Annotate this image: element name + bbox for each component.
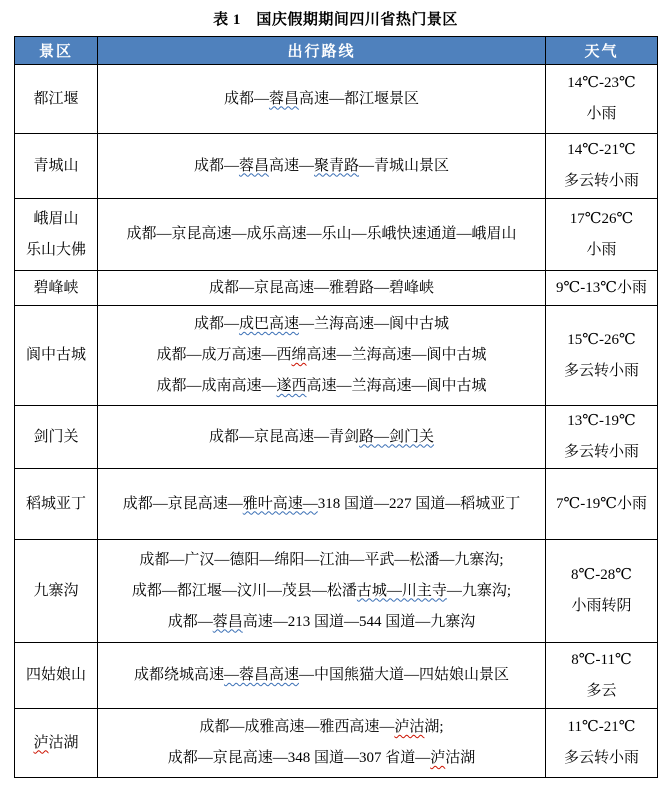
text-segment: —兰海高速—阆中古城 — [299, 316, 450, 332]
weather-cell — [546, 643, 658, 709]
weather-line — [548, 356, 655, 387]
route-cell — [98, 643, 546, 709]
text-segment: 9℃-13℃小雨 — [555, 279, 648, 296]
spellcheck-squiggle: 古城—川主寺 — [356, 582, 447, 599]
spot-line — [17, 728, 95, 759]
text-segment: 成都—成万高速—西 — [156, 347, 292, 363]
route-line — [100, 309, 543, 340]
spot-line — [17, 422, 95, 453]
table-row — [15, 65, 658, 134]
text-segment: 稻城亚丁 — [25, 495, 86, 512]
spot-line — [17, 340, 95, 371]
spot-cell — [15, 406, 98, 469]
text-segment: 都江堰 — [33, 90, 79, 107]
page-title: 表 1 国庆假期期间四川省热门景区 — [213, 12, 458, 28]
text-segment: 成都绕城高速 — [133, 667, 224, 683]
weather-line — [548, 99, 655, 130]
text-segment: 成都—京昆高速—雅碧路—碧峰峡 — [208, 279, 434, 296]
text-segment: 成都—京昆高速— — [122, 495, 243, 512]
text-segment: 乐山大佛 — [25, 241, 86, 258]
route-cell — [98, 306, 546, 406]
text-segment: 14℃-21℃ — [567, 142, 636, 158]
spellcheck-squiggle: 成巴高速 — [238, 316, 299, 332]
spot-line — [17, 235, 95, 266]
text-segment: 小雨 — [586, 241, 617, 258]
spellcheck-squiggle: 泸 — [430, 750, 446, 766]
text-segment: 15℃-26℃ — [567, 331, 636, 348]
weather-line — [548, 437, 655, 468]
route-line — [100, 84, 543, 115]
spot-cell — [15, 643, 98, 709]
weather-cell — [546, 469, 658, 540]
text-segment: 青城山 — [33, 157, 79, 174]
route-cell — [98, 65, 546, 134]
weather-line — [548, 68, 655, 99]
route-line — [100, 340, 543, 371]
spellcheck-squiggle: 绵 — [291, 347, 307, 363]
text-segment: 成都—京昆高速—成乐高速—乐山—乐峨快速通道—峨眉山 — [126, 226, 517, 242]
route-cell — [98, 134, 546, 199]
text-segment: 8℃-28℃ — [570, 567, 633, 583]
text-segment: 成都— — [167, 613, 213, 630]
route-line — [100, 607, 543, 638]
text-segment: 成都—广汉—德阳—绵阳—江油—平武—松潘—九寨沟; — [139, 551, 504, 568]
table-row — [15, 643, 658, 709]
spot-line — [17, 151, 95, 182]
weather-line — [548, 676, 655, 707]
text-segment: 高速—都江堰景区 — [299, 90, 420, 107]
table-row — [15, 134, 658, 199]
text-segment: 成都—都江堰—汶川—茂县—松潘 — [131, 582, 357, 599]
text-segment: 多云转小雨 — [563, 750, 639, 766]
spot-line — [17, 660, 95, 691]
text-segment: 7℃-19℃小雨 — [555, 495, 648, 512]
text-segment: 沽湖 — [445, 750, 476, 766]
text-segment: 成都—京昆高速—青剑 — [208, 428, 359, 445]
text-segment: 成都—成南高速— — [156, 378, 277, 394]
text-segment: 多云转小雨 — [563, 444, 639, 460]
text-segment: 高速— — [268, 157, 314, 174]
spot-cell — [15, 65, 98, 134]
text-segment: 湖; — [424, 719, 444, 735]
spellcheck-squiggle: 泸 — [33, 734, 49, 751]
spellcheck-squiggle: 泸沽 — [394, 719, 425, 735]
spot-cell — [15, 469, 98, 540]
header-cell-route: 出行路线 — [98, 37, 546, 65]
spellcheck-squiggle: —蓉昌高速 — [223, 667, 299, 683]
text-segment: 318 国道—227 国道—稻城亚丁 — [317, 495, 521, 512]
spellcheck-squiggle: 蓉昌 — [268, 90, 299, 107]
spot-line — [17, 273, 95, 304]
route-line — [100, 219, 543, 250]
text-segment: 高速—兰海高速—阆中古城 — [306, 378, 487, 394]
scenic-spots-table — [14, 36, 658, 778]
text-segment: 11℃-21℃ — [567, 719, 636, 735]
route-cell — [98, 199, 546, 271]
text-segment: 碧峰峡 — [33, 279, 79, 296]
text-segment: 多云转小雨 — [563, 362, 639, 379]
spellcheck-squiggle: 路—剑门关 — [359, 428, 435, 445]
weather-cell — [546, 134, 658, 199]
text-segment: —九寨沟; — [446, 582, 512, 599]
text-segment: 多云 — [586, 682, 617, 699]
weather-line — [548, 712, 655, 743]
text-segment: 四姑娘山 — [25, 667, 86, 683]
spot-cell — [15, 134, 98, 199]
route-line — [100, 660, 543, 691]
text-segment: 多云转小雨 — [563, 173, 639, 189]
route-line — [100, 273, 543, 304]
route-cell — [98, 271, 546, 306]
weather-cell — [546, 199, 658, 271]
spellcheck-squiggle: 遂西 — [276, 378, 307, 394]
table-row — [15, 709, 658, 778]
text-segment: 九寨沟 — [33, 582, 79, 599]
spot-line — [17, 84, 95, 115]
table-row — [15, 271, 658, 306]
text-segment: —青城山景区 — [359, 157, 450, 174]
route-line — [100, 576, 543, 607]
spot-cell — [15, 199, 98, 271]
route-cell — [98, 406, 546, 469]
text-segment: 峨眉山 — [33, 210, 79, 227]
spot-line — [17, 489, 95, 520]
weather-line — [548, 204, 655, 235]
route-line — [100, 151, 543, 182]
text-segment: 成都— — [223, 90, 269, 107]
weather-cell — [546, 709, 658, 778]
text-segment: 剑门关 — [33, 428, 79, 445]
route-line — [100, 712, 543, 743]
table-row — [15, 406, 658, 469]
table-header — [15, 37, 658, 65]
text-segment: 沽湖 — [48, 734, 79, 751]
weather-cell — [546, 540, 658, 643]
weather-line — [548, 591, 655, 622]
route-cell — [98, 540, 546, 643]
text-segment: 成都— — [193, 157, 239, 174]
text-segment: —中国熊猫大道—四姑娘山景区 — [299, 667, 510, 683]
weather-line — [548, 743, 655, 774]
route-line — [100, 371, 543, 402]
route-cell — [98, 709, 546, 778]
text-segment: 阆中古城 — [25, 347, 86, 363]
weather-cell — [546, 65, 658, 134]
weather-line — [548, 273, 655, 304]
spot-cell — [15, 709, 98, 778]
route-line — [100, 743, 543, 774]
text-segment: 成都—成雅高速—雅西高速— — [199, 719, 395, 735]
spot-line — [17, 576, 95, 607]
spot-cell — [15, 306, 98, 406]
text-segment: 成都—京昆高速—348 国道—307 省道— — [167, 750, 431, 766]
route-line — [100, 545, 543, 576]
table-body — [15, 65, 658, 778]
spot-cell — [15, 271, 98, 306]
route-line — [100, 489, 543, 520]
spot-line — [17, 204, 95, 235]
table-row — [15, 469, 658, 540]
spellcheck-squiggle: 聚青路 — [314, 157, 360, 174]
text-segment: 高速—兰海高速—阆中古城 — [306, 347, 487, 363]
weather-line — [548, 645, 655, 676]
text-segment: 8℃-11℃ — [571, 651, 632, 668]
text-segment: 17℃26℃ — [569, 210, 634, 227]
spot-cell — [15, 540, 98, 643]
route-line — [100, 422, 543, 453]
weather-line — [548, 325, 655, 356]
spellcheck-squiggle: 雅叶高速— — [242, 495, 318, 512]
header-row — [15, 37, 658, 65]
spellcheck-squiggle: 蓉昌 — [212, 613, 243, 630]
text-segment: 小雨 — [586, 106, 617, 122]
table-row — [15, 306, 658, 406]
text-segment: 高速—213 国道—544 国道—九寨沟 — [242, 613, 476, 630]
table-row — [15, 540, 658, 643]
weather-line — [548, 560, 655, 591]
text-segment: 成都— — [193, 316, 239, 332]
weather-line — [548, 166, 655, 197]
header-cell-weather: 天气 — [546, 37, 658, 65]
weather-cell — [546, 271, 658, 306]
spellcheck-squiggle: 蓉昌 — [238, 157, 269, 174]
text-segment: 13℃-19℃ — [567, 413, 636, 429]
table-row — [15, 199, 658, 271]
header-cell-spot: 景区 — [15, 37, 98, 65]
weather-cell — [546, 306, 658, 406]
text-segment: 14℃-23℃ — [567, 75, 636, 91]
weather-line — [548, 406, 655, 437]
weather-line — [548, 235, 655, 266]
weather-line — [548, 489, 655, 520]
route-cell — [98, 469, 546, 540]
text-segment: 小雨转阴 — [571, 598, 632, 614]
weather-cell — [546, 406, 658, 469]
weather-line — [548, 135, 655, 166]
